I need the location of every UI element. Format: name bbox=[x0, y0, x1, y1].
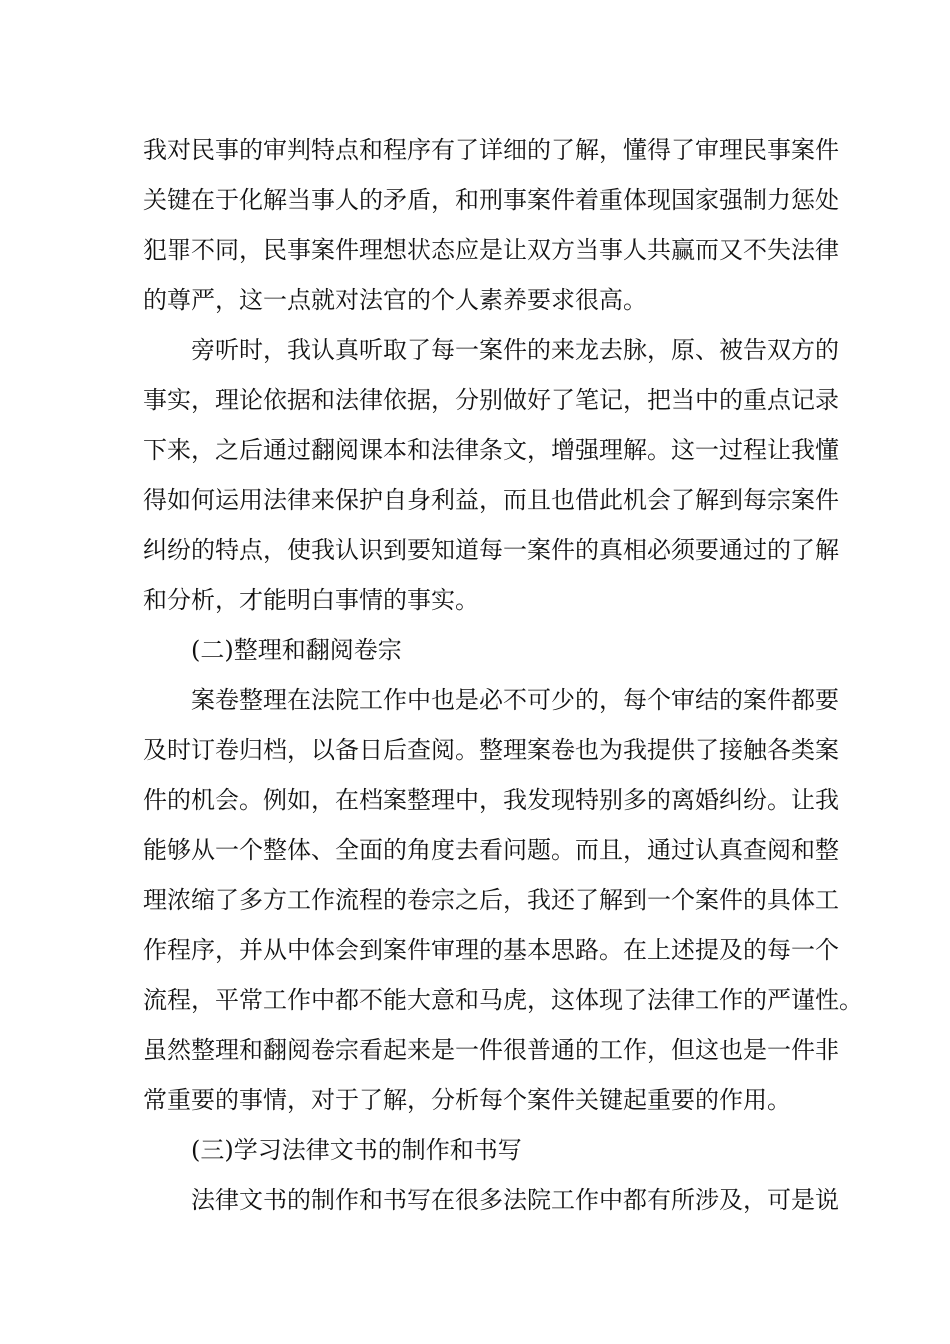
section-heading: (三)学习法律文书的制作和书写 bbox=[191, 1136, 522, 1164]
text-line: 旁听时，我认真听取了每一案件的来龙去脉，原、被告双方的 bbox=[191, 336, 839, 364]
text-line: 作程序，并从中体会到案件审理的基本思路。在上述提及的每一个 bbox=[143, 936, 839, 964]
text-line: 虽然整理和翻阅卷宗看起来是一件很普通的工作，但这也是一件非 bbox=[143, 1036, 839, 1064]
text-line: 得如何运用法律来保护自身利益，而且也借此机会了解到每宗案件 bbox=[143, 486, 839, 514]
section-heading: (二)整理和翻阅卷宗 bbox=[191, 636, 402, 664]
text-line: 下来，之后通过翻阅课本和法律条文，增强理解。这一过程让我懂 bbox=[143, 436, 839, 464]
text-line: 和分析，才能明白事情的事实。 bbox=[143, 586, 479, 614]
text-line: 事实，理论依据和法律依据，分别做好了笔记，把当中的重点记录 bbox=[143, 386, 839, 414]
text-line: 纠纷的特点，使我认识到要知道每一案件的真相必须要通过的了解 bbox=[143, 536, 839, 564]
text-line: 关键在于化解当事人的矛盾，和刑事案件着重体现国家强制力惩处 bbox=[143, 186, 839, 214]
text-line: 案卷整理在法院工作中也是必不可少的，每个审结的案件都要 bbox=[191, 686, 839, 714]
text-line: 理浓缩了多方工作流程的卷宗之后，我还了解到一个案件的具体工 bbox=[143, 886, 839, 914]
text-line: 流程，平常工作中都不能大意和马虎，这体现了法律工作的严谨性。 bbox=[143, 986, 863, 1014]
text-line: 法律文书的制作和书写在很多法院工作中都有所涉及，可是说 bbox=[191, 1186, 839, 1214]
text-line: 我对民事的审判特点和程序有了详细的了解，懂得了审理民事案件 bbox=[143, 136, 839, 164]
text-line: 件的机会。例如，在档案整理中，我发现特别多的离婚纠纷。让我 bbox=[143, 786, 839, 814]
text-line: 及时订卷归档，以备日后查阅。整理案卷也为我提供了接触各类案 bbox=[143, 736, 839, 764]
text-line: 常重要的事情，对于了解，分析每个案件关键起重要的作用。 bbox=[143, 1086, 791, 1114]
text-line: 犯罪不同，民事案件理想状态应是让双方当事人共赢而又不失法律 bbox=[143, 236, 839, 264]
text-line: 能够从一个整体、全面的角度去看问题。而且，通过认真查阅和整 bbox=[143, 836, 839, 864]
text-line: 的尊严，这一点就对法官的个人素养要求很高。 bbox=[143, 286, 647, 314]
